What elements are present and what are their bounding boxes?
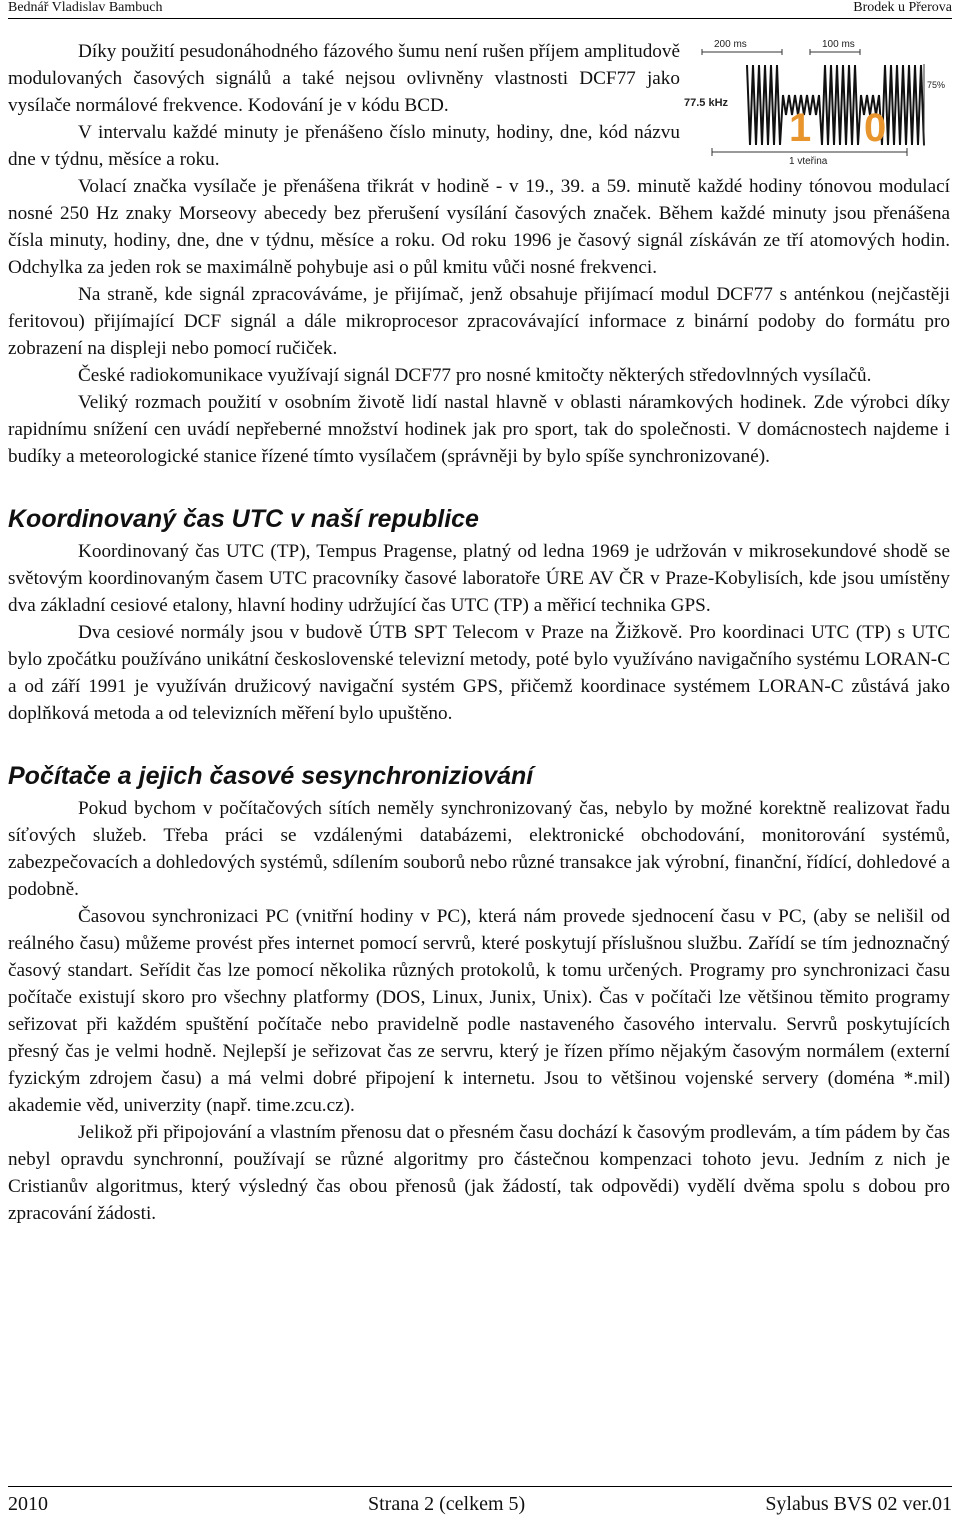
computers-paragraph-1: Pokud bychom v počítačových sítích neměly synchronizovaný čas, nebylo by možné korektně realizovat řadu síťových služeb. Třeba práci se vzdálenými databázemi, elektronické obchodování, monitorování systémů, zabezpečovacích a dohledových systémů, sdílením souborů nebo různé transakce jak výrobní, finanční, řídící, dohledové a podobně.	[8, 798, 951, 900]
section-heading-utc: Koordinovaný čas UTC v naší republice	[8, 505, 479, 533]
intro-paragraph-2: V intervalu každé minuty je přenášeno číslo minuty, hodiny, dne, kód názvu dne v týdnu, měsíce a roku.	[8, 122, 680, 170]
footer-year: 2010	[8, 1493, 48, 1515]
page-footer	[8, 1486, 952, 1517]
header-location: Brodek u Přerova	[853, 0, 952, 15]
dcf77-signal-figure	[684, 38, 950, 167]
document-body	[8, 38, 950, 1227]
page-header	[8, 0, 952, 19]
bit-zero-label: 0	[864, 106, 887, 150]
footer-page-number: Strana 2 (celkem 5)	[368, 1493, 526, 1515]
intro-paragraph-1: Díky použití pesudonáhodného fázového šumu není rušen příjem amplitudově modulovaných časových signálů a také nejsou ovlivněny vlastnosti DCF77 jako vysílače normálové frekvence. Kodování je v kódu BCD.	[8, 41, 680, 116]
intro-paragraph-4: Na straně, kde signál zpracováváme, je přijímač, jenž obsahuje přijímací modul DCF77 s anténkou (nejčastěji feritovou) přijímající DCF signál a dále mikroprocesor zpracovávající informace z binární podoby do formátu pro zobrazení na displeji nebo pomocí ručiček.	[8, 284, 950, 359]
label-100ms: 100 ms	[822, 39, 855, 50]
utc-paragraph-2: Dva cesiové normály jsou v budově ÚTB SPT Telecom v Praze na Žižkově. Pro koordinaci UTC (TP) s UTC bylo zpočátku používáno unikátní československé televizní metody, poté bylo využíváno navigačního systému LORAN-C a od září 1991 je využíván družicový navigační systém GPS, přičemž koordinace systémem LORAN-C zůstává jako doplňková metoda a od televizních měření bylo upuštěno.	[8, 622, 950, 724]
footer-document: Sylabus BVS 02 ver.01	[765, 1493, 952, 1515]
label-one-second: 1 vteřina	[789, 156, 828, 167]
label-75-percent: 75%	[927, 80, 946, 90]
header-author: Bednář Vladislav Bambuch	[8, 0, 163, 15]
computers-paragraph-3: Jelikož při připojování a vlastním přenosu dat o přesném času dochází k časovým prodlevám, a tím pádem by čas nebyl opravdu synchronní, používají se různé algoritmy pro částečnou kompenzaci tohoto jevu. Jedním z nich je Cristianův algoritmus, který výsledný čas obou přenosů (jak žádostí, tak odpovědi) vydělí dvěma spolu s dobou pro zpracování žádosti.	[8, 1122, 950, 1224]
section-heading-computers: Počítače a jejich časové sesynchroniziování	[8, 762, 534, 790]
utc-paragraph-1: Koordinovaný čas UTC (TP), Tempus Pragense, platný od ledna 1969 je udržován v mikrosekundové shodě se světovým koordinovaným časem UTC pracovníky časové laboratoře ÚRE AV ČR v Praze-Kobylisích, kde jsou umístěny dva základní cesiové etalony, hlavní hodiny udržující čas UTC (TP) a měřicí technika GPS.	[8, 541, 950, 616]
bit-one-label: 1	[789, 106, 812, 150]
carrier-waveform	[747, 65, 924, 145]
label-200ms: 200 ms	[714, 39, 747, 50]
intro-paragraph-6: Veliký rozmach použití v osobním životě lidí nastal hlavně v oblasti náramkových hodinek. Zde výrobci díky rapidnímu snížení cen uvádí nepřeberné množství hodinek jak pro sport, tak do společnosti. V domácnostech najdeme i budíky a meteorologické stanice řízené tímto vysílačem (správněji by bylo spíše synchronizované).	[8, 392, 950, 467]
computers-paragraph-2: Časovou synchronizaci PC (vnitřní hodiny v PC), která nám provede sjednocení času v PC, (aby se nelišil od reálného času) můžeme provést přes internet pomocí servrů, které poskytují příslušnou službu. Zařídí se tím jednoznačný časový standart. Seřídit čas lze pomocí několika různých protokolů, k tomu určených. Programy pro synchronizaci času počítače existují skoro pro všechny platformy (DOS, Linux, Junix, Unix). Čas v počítači lze většinou těmito programy seřizovat při každém spuštění počítače nebo pravidelně podle nastaveného časového intervalu. Servrů poskytujících přesný čas je velmi hodně. Nejlepší je seřizovat čas ze servru, který je řízen přímo nějakým časovým normálem (externí fyzickým zdrojem času) a má velmi dobré připojení k internetu. Jsou to většinou vojenské servery (doména *.mil) akademie věd, univerzity (např. time.zcu.cz).	[8, 906, 950, 1116]
freq-label: 77.5 kHz	[684, 97, 729, 109]
intro-paragraph-3: Volací značka vysílače je přenášena třikrát v hodině - v 19., 39. a 59. minutě každé hodiny tónovou modulací nosné 250 Hz znaky Morseovy abecedy bez přerušení vysílání časových značek. Během každé minuty jsou přenášena čísla minuty, hodiny, dne, dne v týdnu, měsíce a roku. Od roku 1996 je časový signál získáván ze tří atomových hodin. Odchylka za jeden rok se maximálně pohybuje asi o půl kmitu vůči nosné frekvenci.	[8, 176, 950, 278]
intro-paragraph-5: České radiokomunikace využívají signál DCF77 pro nosné kmitočty některých středovlnných vysílačů.	[78, 365, 872, 386]
